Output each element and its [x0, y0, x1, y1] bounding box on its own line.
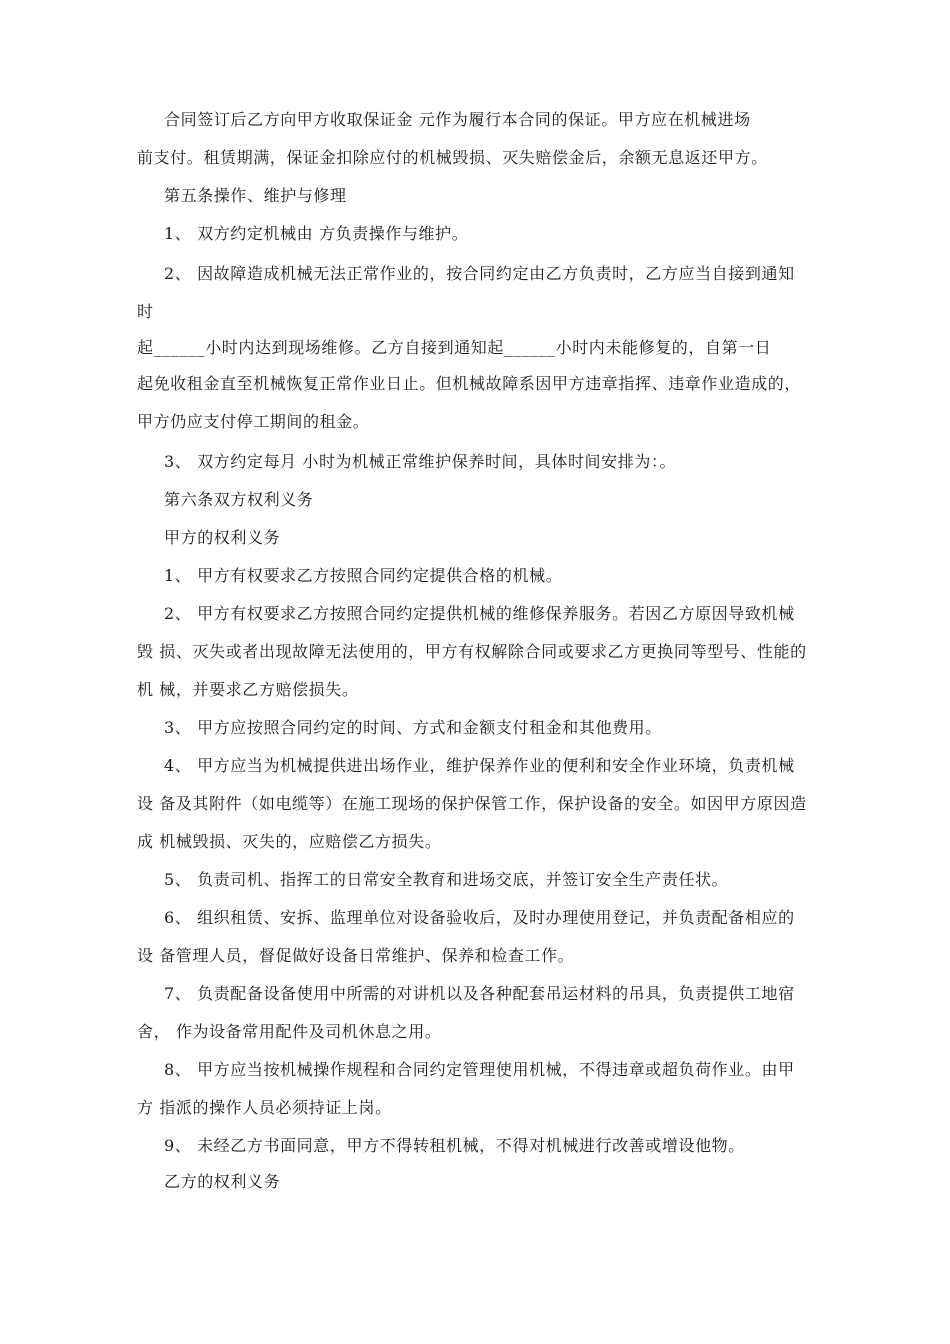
party-a-item-8-line-2: 方 指派的操作人员必须持证上岗。: [137, 1098, 392, 1117]
party-a-item-1: 1、 甲方有权要求乙方按照合同约定提供合格的机械。: [164, 566, 563, 585]
party-a-item-8-line-1: 8、 甲方应当按机械操作规程和合同约定管理使用机械，不得违章或超负荷作业。由甲: [164, 1060, 795, 1079]
party-a-item-2-line-3: 机 械，并要求乙方赔偿损失。: [137, 680, 359, 699]
party-b-heading: 乙方的权利义务: [164, 1172, 281, 1191]
party-a-item-5: 5、 负责司机、指挥工的日常安全教育和进场交底，并签订安全生产责任状。: [164, 870, 729, 889]
party-a-item-6-line-2: 设 备管理人员，督促做好设备日常维护、保养和检查工作。: [137, 946, 575, 965]
article-6-heading: 第六条双方权利义务: [164, 490, 314, 509]
article-5-item-2-line-2: 时: [137, 302, 154, 321]
article-5-item-2-line-3: 起______小时内达到现场维修。乙方自接到通知起______小时内未能修复的，自第一日: [137, 338, 772, 357]
party-a-item-2-line-1: 2、 甲方有权要求乙方按照合同约定提供机械的维修保养服务。若因乙方原因导致机械: [164, 604, 795, 623]
party-a-item-7-line-2: 舍， 作为设备常用配件及司机休息之用。: [137, 1022, 442, 1041]
party-a-item-4-line-2: 设 备及其附件（如电缆等）在施工现场的保护保管工作，保护设备的安全。如因甲方原因造: [137, 794, 807, 813]
article-5-item-1: 1、 双方约定机械由 方负责操作与维护。: [164, 224, 469, 243]
party-a-item-4-line-1: 4、 甲方应当为机械提供进出场作业，维护保养作业的便利和安全作业环境，负责机械: [164, 756, 795, 775]
party-a-item-7-line-1: 7、 负责配备设备使用中所需的对讲机以及各种配套吊运材料的吊具，负责提供工地宿: [164, 984, 795, 1003]
paragraph-deposit-line-1: 合同签订后乙方向甲方收取保证金 元作为履行本合同的保证。甲方应在机械进场: [164, 110, 751, 129]
article-5-item-2-line-5: 甲方仍应支付停工期间的租金。: [137, 412, 370, 431]
article-5-item-2-line-1: 2、 因故障造成机械无法正常作业的，按合同约定由乙方负责时，乙方应当自接到通知: [164, 264, 795, 283]
party-a-item-3: 3、 甲方应按照合同约定的时间、方式和金额支付租金和其他费用。: [164, 718, 662, 737]
paragraph-deposit-line-2: 前支付。租赁期满，保证金扣除应付的机械毁损、灭失赔偿金后，余额无息返还甲方。: [137, 148, 768, 167]
article-5-item-3: 3、 双方约定每月 小时为机械正常维护保养时间，具体时间安排为：。: [164, 452, 677, 471]
party-a-item-6-line-1: 6、 组织租赁、安拆、监理单位对设备验收后，及时办理使用登记，并负责配备相应的: [164, 908, 795, 927]
party-a-item-9: 9、 未经乙方书面同意，甲方不得转租机械，不得对机械进行改善或增设他物。: [164, 1136, 745, 1155]
party-a-heading: 甲方的权利义务: [164, 528, 281, 547]
party-a-item-2-line-2: 毁 损、灭失或者出现故障无法使用的，甲方有权解除合同或要求乙方更换同等型号、性能的: [137, 642, 807, 661]
article-5-item-2-line-4: 起免收租金直至机械恢复正常作业日止。但机械故障系因甲方违章指挥、违章作业造成的，: [137, 374, 802, 393]
party-a-item-4-line-3: 成 机械毁损、灭失的，应赔偿乙方损失。: [137, 832, 442, 851]
article-5-heading: 第五条操作、维护与修理: [164, 186, 347, 205]
